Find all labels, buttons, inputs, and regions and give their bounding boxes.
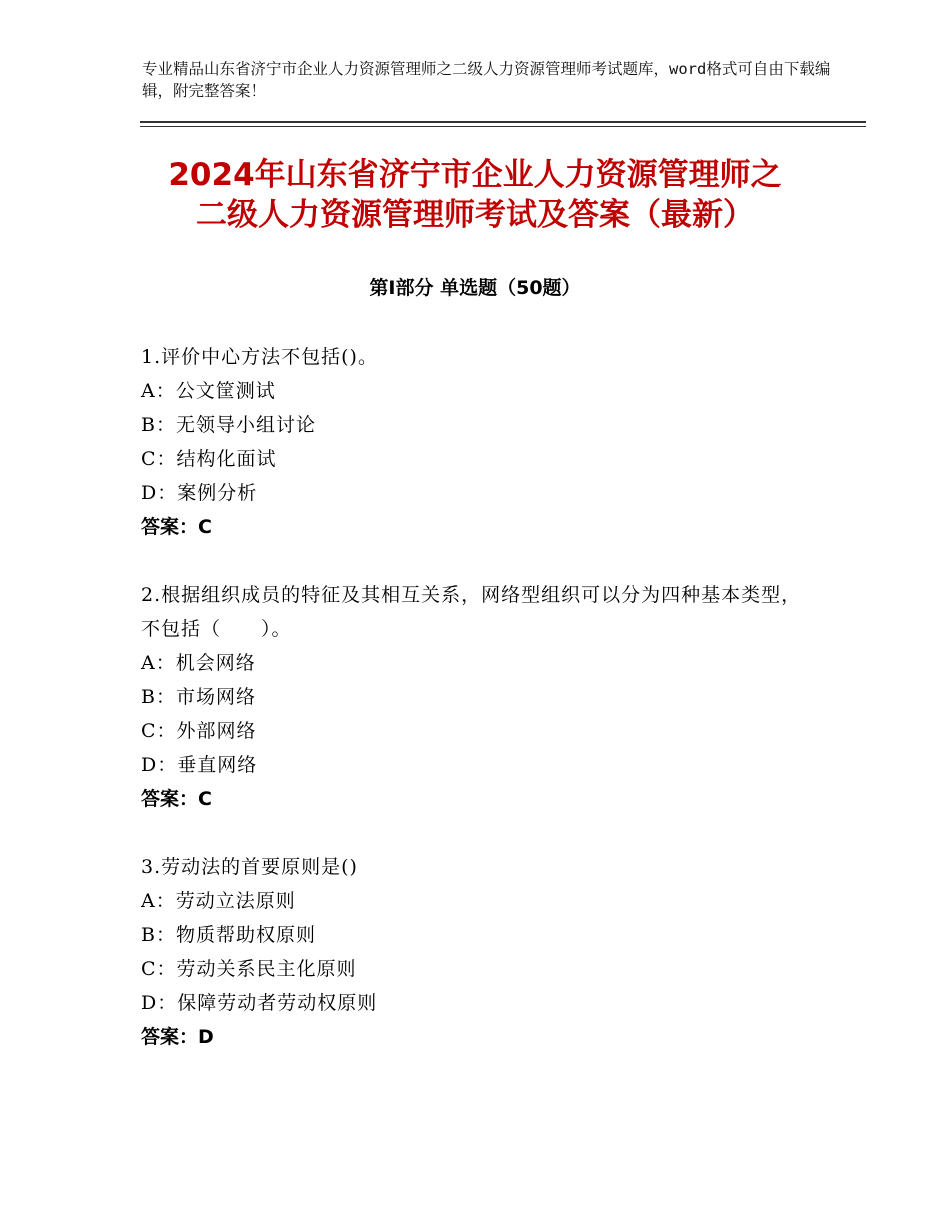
question-stem-text: 2.根据组织成员的特征及其相互关系，网络型组织可以分为四种基本类型，不包括（ <box>141 584 802 640</box>
option-a: A：公文筐测试 <box>141 380 276 402</box>
option-b: B：物质帮助权原则 <box>141 924 316 946</box>
question-stem: 3.劳动法的首要原则是() <box>141 856 358 878</box>
document-title-line-2: 二级人力资源管理师考试及答案（最新） <box>196 197 754 233</box>
header-divider-thin <box>140 126 866 127</box>
header-note: 专业精品山东省济宁市企业人力资源管理师之二级人力资源管理师考试题库，word格式可自由下载编辑，附完整答案！ <box>142 60 831 100</box>
section-title: 第Ⅰ部分 单选题（50题） <box>369 277 581 299</box>
option-c: C：外部网络 <box>141 720 257 742</box>
document-title-line-1: 2024年山东省济宁市企业人力资源管理师之 <box>168 157 782 193</box>
option-c: C：劳动关系民主化原则 <box>141 958 357 980</box>
option-a: A：机会网络 <box>141 652 256 674</box>
document-title <box>100 155 850 235</box>
question-3 <box>141 850 821 1054</box>
question-list <box>141 340 821 1088</box>
option-d: D：保障劳动者劳动权原则 <box>141 992 378 1014</box>
question-1 <box>141 340 821 544</box>
question-stem-end: ）。 <box>261 618 292 640</box>
question-stem: 1.评价中心方法不包括()。 <box>141 346 378 368</box>
option-c: C：结构化面试 <box>141 448 277 470</box>
answer-line: 答案：C <box>141 516 212 538</box>
option-d: D：案例分析 <box>141 482 258 504</box>
question-stem <box>141 578 821 646</box>
option-b: B：市场网络 <box>141 686 256 708</box>
question-2 <box>141 578 821 816</box>
option-a: A：劳动立法原则 <box>141 890 296 912</box>
header-divider-thick <box>140 121 866 123</box>
option-d: D：垂直网络 <box>141 754 258 776</box>
answer-line: 答案：D <box>141 1026 214 1048</box>
answer-line: 答案：C <box>141 788 212 810</box>
option-b: B：无领导小组讨论 <box>141 414 316 436</box>
